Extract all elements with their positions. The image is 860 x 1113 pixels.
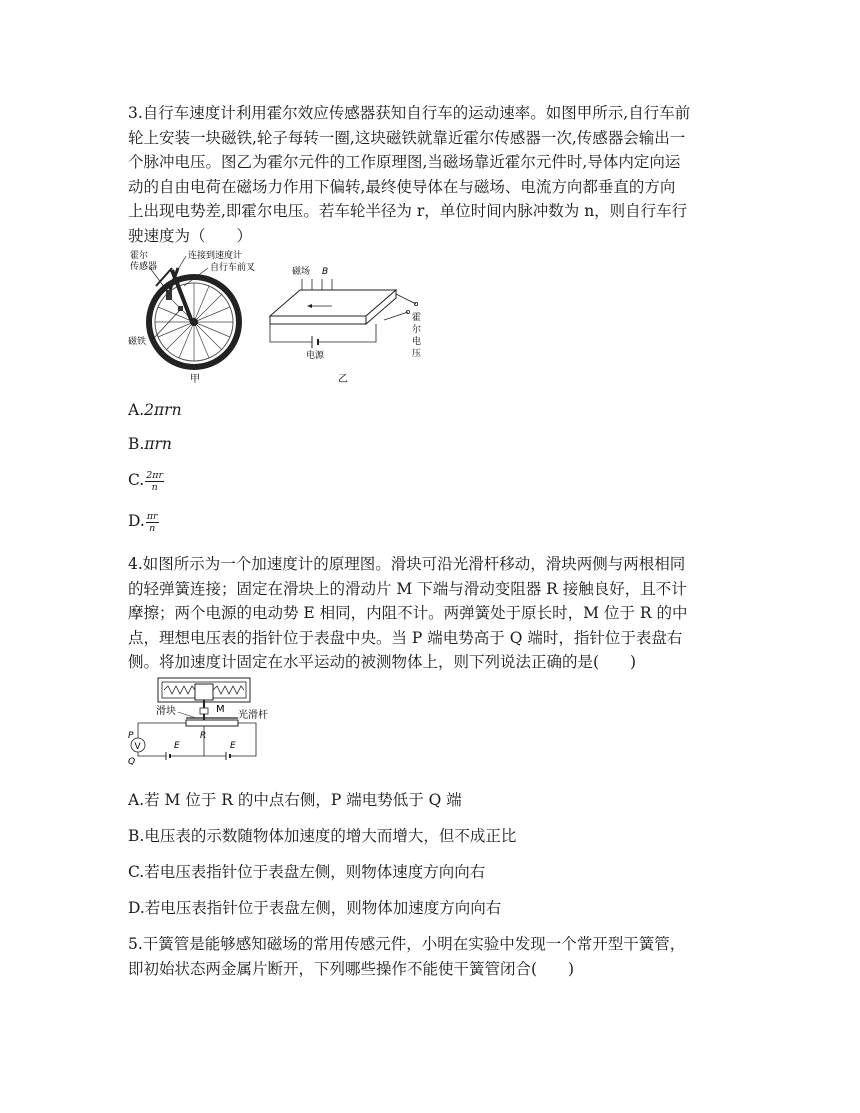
q4-option-c[interactable]: C.若电压表指针位于表盘左侧，则物体速度方向向右 xyxy=(128,863,486,881)
hall-sensor-label: 霍尔 xyxy=(130,251,149,261)
option-label: A. xyxy=(128,401,145,419)
fraction xyxy=(145,470,164,493)
q4-line: 摩擦；两个电源的电动势 E 相同，内阻不计。两弹簧处于原长时，M 位于 R 的中 xyxy=(128,604,688,622)
hall-element-diagram xyxy=(270,265,421,385)
hall-voltage-label-4: 压 xyxy=(412,349,422,359)
option-label: C. xyxy=(128,471,145,489)
q3-option-a[interactable] xyxy=(128,399,182,421)
q3-line: 驶速度为（ ） xyxy=(128,226,253,245)
caption-yi: 乙 xyxy=(338,374,348,385)
q3-line: 3.自行车速度计利用霍尔效应传感器获知自行车的运动速率。如图甲所示,自行车前 xyxy=(128,104,691,122)
bicycle-hall-sensor-figure xyxy=(126,246,436,390)
q3-line: 个脉冲电压。图乙为霍尔元件的工作原理图,当磁场靠近霍尔元件时,导体内定向运 xyxy=(128,153,681,171)
option-label: B. xyxy=(128,435,145,453)
power-label: 电源 xyxy=(306,351,325,361)
question-5-text xyxy=(128,932,748,981)
left-spring xyxy=(164,686,195,694)
field-symbol-b: B xyxy=(322,267,329,277)
magnetic-field-label: 磁场 xyxy=(292,267,311,277)
rheostat-r xyxy=(186,720,238,726)
q4-line: 的轻弹簧连接；固定在滑块上的滑动片 M 下端与滑动变阻器 R 接触良好，且不计 xyxy=(128,579,687,598)
hall-voltage-label-2: 尔 xyxy=(412,325,422,335)
q3-line: 轮上安装一块磁铁,轮子每转一圈,这块磁铁就靠近霍尔传感器一次,传感器会输出一 xyxy=(128,128,686,147)
hall-voltage-label-3: 电 xyxy=(412,337,422,347)
q4-line: 4.如图所示为一个加速度计的原理图。滑块可沿光滑杆移动，滑块两侧与两根相同 xyxy=(128,555,686,573)
bicycle-wheel xyxy=(149,277,239,367)
front-fork-label: 自行车前叉 xyxy=(210,263,256,273)
voltmeter-label: V xyxy=(134,742,141,752)
q4-option-b[interactable]: B.电压表的示数随物体加速度的增大而增大，但不成正比 xyxy=(128,827,517,845)
fraction xyxy=(146,511,159,534)
fraction-denominator: n xyxy=(151,481,158,493)
fraction-denominator: n xyxy=(149,522,156,534)
q4-option-a[interactable]: A.若 M 位于 R 的中点右侧，P 端电势低于 Q 端 xyxy=(128,791,462,809)
q-label: Q xyxy=(128,757,136,767)
r-label: R xyxy=(200,731,207,741)
question-3-text xyxy=(128,101,748,248)
question-4-text xyxy=(128,552,748,675)
q3-line: 动的自由电荷在磁场力作用下偏转,最终使导体在与磁场、电流方向都垂直的方向 xyxy=(128,177,676,196)
smooth-rod-label: 光滑杆 xyxy=(238,710,268,721)
hall-voltage-label-1: 霍 xyxy=(412,313,422,323)
q4-line: 点，理想电压表的指针位于表盘中央。当 P 端电势高于 Q 端时，指针位于表盘右 xyxy=(128,628,683,647)
right-spring xyxy=(213,686,244,694)
accelerometer-figure xyxy=(126,674,276,774)
magnet-block xyxy=(178,306,183,311)
option-text: 2πrn xyxy=(144,401,182,419)
option-text: πrn xyxy=(144,435,172,453)
magnet-label: 磁铁 xyxy=(128,337,147,347)
q4-line: 侧。将加速度计固定在水平运动的被测物体上，则下列说法正确的是( ) xyxy=(128,653,637,671)
caption-jia: 甲 xyxy=(190,374,200,385)
e1-label: E xyxy=(174,741,180,751)
connect-speedometer-label: 连接到速度计 xyxy=(188,251,243,261)
q3-line: 上出现电势差,即霍尔电压。若车轮半径为 r，单位时间内脉冲数为 n，则自行车行 xyxy=(128,202,688,220)
q5-line: 即初始状态两金属片断开，下列哪些操作不能使干簧管闭合( ) xyxy=(128,959,575,978)
q5-line: 5.干簧管是能够感知磁场的常用传感元件，小明在实验中发现一个常开型干簧管， xyxy=(128,935,686,953)
q4-option-d[interactable]: D.若电压表指针位于表盘左侧，则物体加速度方向向右 xyxy=(128,899,502,917)
m-label: M xyxy=(216,704,225,715)
q3-option-d[interactable] xyxy=(128,510,159,534)
q3-option-c[interactable] xyxy=(128,469,164,493)
slider-block xyxy=(195,684,213,700)
e2-label: E xyxy=(230,741,236,751)
hall-sensor-label-2: 传感器 xyxy=(130,262,158,272)
q3-option-b[interactable] xyxy=(128,433,172,455)
hall-sensor-block xyxy=(166,290,172,300)
option-label: D. xyxy=(128,512,145,530)
fraction-numerator: πr xyxy=(146,510,158,522)
fraction-numerator: 2πr xyxy=(146,469,164,481)
p-label: P xyxy=(128,731,134,741)
slider-label: 滑块 xyxy=(156,706,176,717)
